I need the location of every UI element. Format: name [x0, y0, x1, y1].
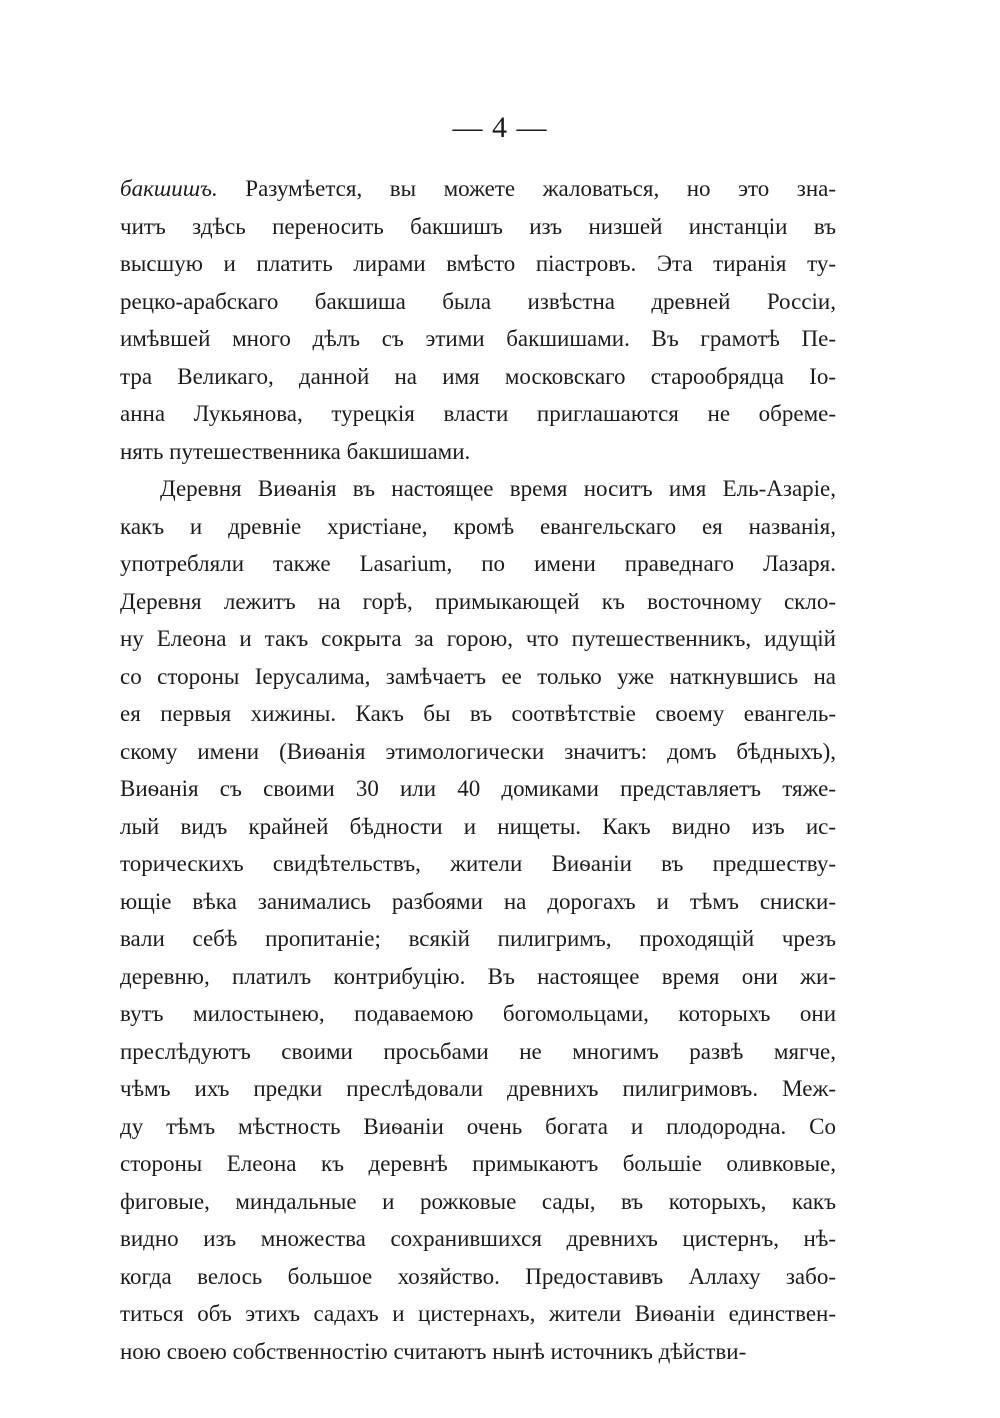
line-text: Виѳанія съ своими 30 или 40 домиками представляетъ тяже- — [120, 776, 836, 801]
text-line — [120, 920, 836, 958]
line-text: какъ и древніе христіане, кромѣ евангельскаго ея названія, — [120, 513, 836, 539]
text-line — [120, 958, 836, 996]
paragraph — [120, 170, 836, 470]
text-line — [120, 808, 836, 846]
line-text: читъ здѣсь переносить бакшишъ изъ низшей инстанціи въ — [120, 213, 836, 239]
line-text: видно изъ множества сохранившихся древнихъ цистернъ, нѣ- — [120, 1226, 836, 1251]
text-line — [120, 695, 836, 733]
text-line — [120, 883, 836, 921]
line-text: нять путешественника бакшишами. — [120, 438, 471, 464]
line-text: тра Великаго, данной на имя московскаго старообрядца Іо- — [120, 363, 836, 389]
text-line — [120, 320, 836, 358]
text-line — [120, 733, 836, 771]
text-line — [120, 358, 836, 396]
line-text: со стороны Іерусалима, замѣчаетъ ее только уже наткнувшись на — [120, 663, 836, 689]
text-line — [120, 1295, 836, 1333]
text-line — [120, 283, 836, 321]
text-line — [120, 208, 836, 246]
text-line — [120, 245, 836, 283]
text-line — [120, 1033, 836, 1071]
text-line — [120, 845, 836, 883]
line-text: ея первыя хижины. Какъ бы въ соотвѣтствіе своему евангель- — [120, 701, 836, 726]
line-text: ну Елеона и такъ сокрыта за горою, что путешественникъ, идущій — [120, 626, 836, 651]
line-text: преслѣдуютъ своими просьбами не многимъ развѣ мягче, — [120, 1038, 836, 1064]
line-text: лый видъ крайней бѣдности и нищеты. Какъ видно изъ ис- — [120, 813, 836, 839]
line-text: деревню, платилъ контрибуцію. Въ настоящее время они жи- — [120, 963, 836, 989]
italic-word: бакшишъ. — [120, 176, 218, 201]
line-text: рецко-арабскаго бакшиша была извѣстна древней Россіи, — [120, 288, 836, 314]
line-text: когда велось большое хозяйство. Предоставивъ Аллаху забо- — [120, 1263, 836, 1289]
text-line — [120, 1145, 836, 1183]
text-line — [120, 620, 836, 658]
text-line — [120, 658, 836, 696]
line-text: Деревня Виѳанія въ настоящее время носитъ имя Ель-Азаріе, — [160, 476, 836, 501]
line-text: ною своею собственностію считаютъ нынѣ источникъ дѣйстви- — [120, 1338, 747, 1364]
line-text: фиговые, миндальные и рожковые сады, въ которыхъ, какъ — [120, 1188, 836, 1214]
line-text: чѣмъ ихъ предки преслѣдовали древнихъ пилигримовъ. Меж- — [120, 1076, 836, 1101]
text-line — [120, 583, 836, 621]
text-line — [120, 1258, 836, 1296]
line-text: имѣвшей много дѣлъ съ этими бакшишами. Въ грамотѣ Пе- — [120, 326, 836, 351]
text-line — [120, 1220, 836, 1258]
line-text: Разумѣется, вы можете жаловаться, но это зна- — [217, 176, 836, 201]
text-line — [120, 1183, 836, 1221]
line-text: стороны Елеона къ деревнѣ примыкаютъ большіе оливковые, — [120, 1151, 836, 1176]
line-text: употребляли также Lasarium, по имени праведнаго Лазаря. — [120, 551, 836, 576]
line-text: анна Лукьянова, турецкія власти приглашаются не обреме- — [120, 401, 836, 426]
text-line — [120, 545, 836, 583]
text-line — [120, 1333, 836, 1371]
line-text: скому имени (Виѳанія этимологически значитъ: домъ бѣдныхъ), — [120, 738, 836, 764]
text-line — [120, 770, 836, 808]
line-text: вутъ милостынею, подаваемою богомольцами, которыхъ они — [120, 1001, 836, 1026]
text-line — [120, 1108, 836, 1146]
text-line — [120, 170, 836, 208]
line-text: высшую и платить лирами вмѣсто піастровъ. Эта тиранія ту- — [120, 251, 836, 276]
line-text: вали себѣ пропитаніе; всякій пилигримъ, проходящій чрезъ — [120, 926, 836, 951]
text-line — [120, 470, 836, 508]
text-line — [120, 508, 836, 546]
page-number: — 4 — — [452, 111, 548, 144]
line-text: ющіе вѣка занимались разбоями на дорогахъ и тѣмъ сниски- — [120, 888, 836, 914]
paragraph — [120, 470, 836, 1370]
line-text: ду тѣмъ мѣстность Виѳаніи очень богата и плодородна. Со — [120, 1113, 836, 1139]
line-text: титься объ этихъ садахъ и цистернахъ, жители Виѳаніи единствен- — [120, 1301, 836, 1326]
text-line — [120, 1070, 836, 1108]
line-text: торическихъ свидѣтельствъ, жители Виѳаніи въ предшеству- — [120, 851, 836, 876]
line-text: Деревня лежитъ на горѣ, примыкающей къ восточному скло- — [120, 588, 836, 614]
text-line — [120, 433, 836, 471]
text-line — [120, 995, 836, 1033]
text-line — [120, 395, 836, 433]
body-text — [120, 170, 836, 1370]
